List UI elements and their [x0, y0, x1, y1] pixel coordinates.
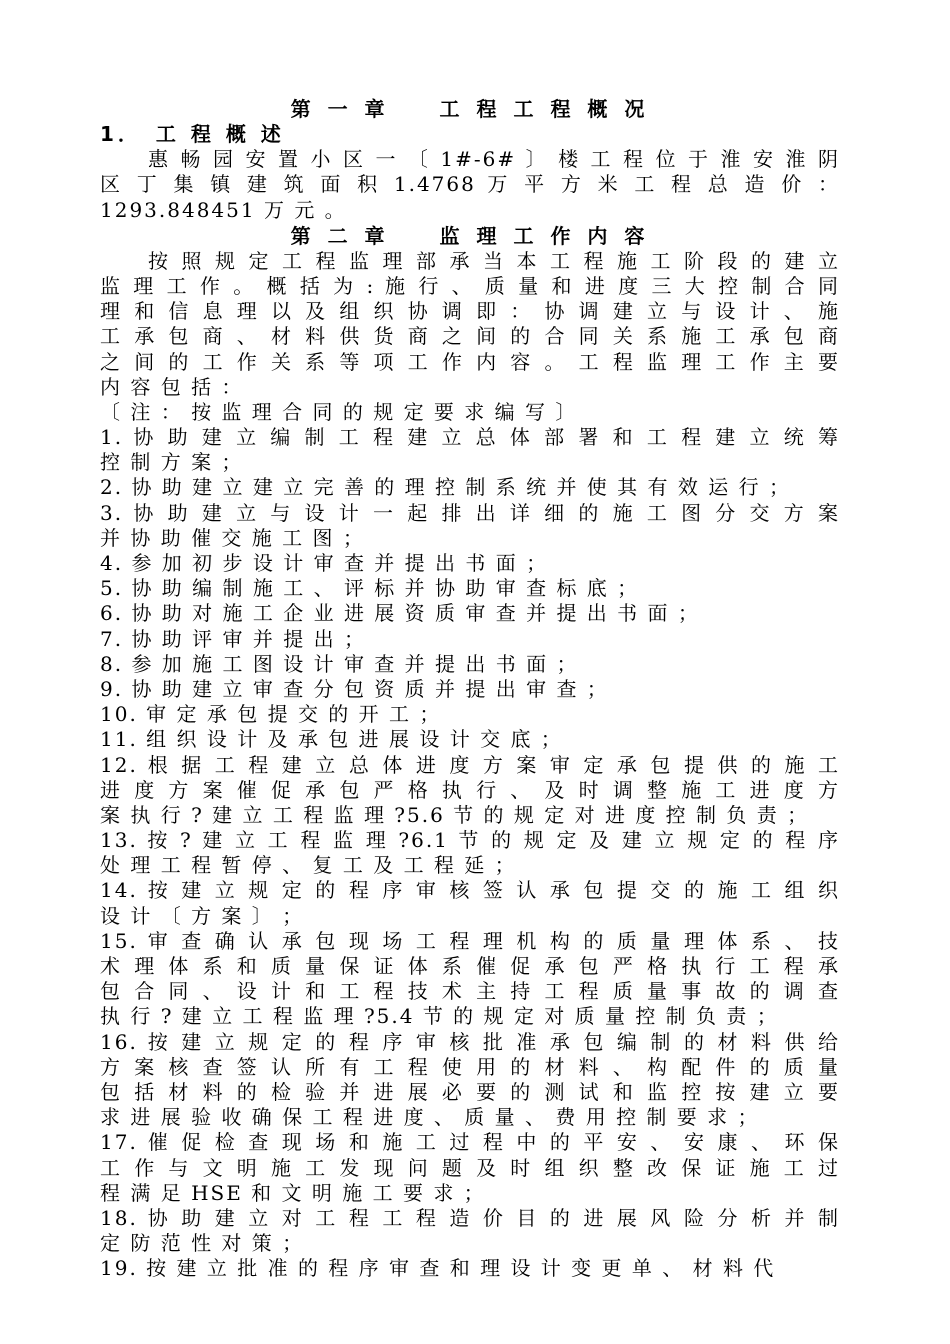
work-item-line: 包 括 材 料 的 检 验 并 进 展 必 要 的 测 试 和 监 控 按 建 立 要 — [100, 1079, 840, 1104]
work-item — [100, 501, 840, 551]
work-items-list — [100, 425, 840, 1281]
work-item-line: 13. 按 ? 建 立 工 程 监 理 ?6.1 节 的 规 定 及 建 立 规 定 的 程 序 — [100, 828, 840, 853]
intro-line: 内 容 包 括 ： — [100, 374, 244, 399]
overview-line: 区 丁 集 镇 建 筑 面 积 1.4768 万 平 方 米 工 程 总 造 价 ： — [100, 172, 840, 197]
section-1-title: 1． 工 程 概 述 — [100, 122, 285, 146]
work-item — [100, 1030, 840, 1131]
work-item — [100, 1256, 840, 1281]
work-item-line: 7. 协 助 评 审 并 提 出 ； — [100, 626, 366, 651]
work-item-line: 处 理 工 程 暂 停 、 复 工 及 工 程 延 ； — [100, 853, 517, 878]
work-item — [100, 576, 840, 601]
work-item — [100, 702, 840, 727]
work-item-line: 术 理 体 系 和 质 量 保 证 体 系 催 促 承 包 严 格 执 行 工 程 承 — [100, 954, 840, 978]
work-item-line: 程 满 足 HSE 和 文 明 施 工 要 求 ； — [100, 1180, 486, 1205]
overview-line: 惠 畅 园 安 置 小 区 一 〔 1#-6# 〕 楼 工 程 位 于 淮 安 淮 阴 — [148, 147, 840, 172]
work-item-line: 包 合 同 、 设 计 和 工 程 技 术 主 持 工 程 质 量 事 故 的 调 查 — [100, 979, 840, 1004]
document-body — [100, 96, 840, 1281]
work-item — [100, 753, 840, 829]
work-item-line: 案 执 行 ? 建 立 工 程 监 理 ?5.6 节 的 规 定 对 进 度 控 制 负 责 ； — [100, 802, 810, 827]
work-item-line: 设 计 〔 方 案 〕 ； — [100, 903, 305, 928]
work-item-line: 控 制 方 案 ； — [100, 450, 244, 475]
work-item-line: 工 作 与 文 明 施 工 发 现 问 题 及 时 组 织 整 改 保 证 施 工 过 — [100, 1155, 840, 1180]
work-item-line: 5. 协 助 编 制 施 工 、 评 标 并 协 助 审 查 标 底 ； — [100, 576, 640, 601]
work-item-line: 并 协 助 催 交 施 工 图 ； — [100, 525, 365, 550]
work-item-line: 6. 协 助 对 施 工 企 业 进 展 资 质 审 查 并 提 出 书 面 ； — [100, 601, 700, 626]
work-item-line: 10. 审 定 承 包 提 交 的 开 工 ； — [100, 702, 442, 727]
intro-line: 理 和 信 息 理 以 及 组 织 协 调 即 ： 协 调 建 立 与 设 计 、 施 — [100, 299, 840, 324]
work-item-line: 16. 按 建 立 规 定 的 程 序 审 核 批 准 承 包 编 制 的 材 料 供 给 — [100, 1029, 840, 1054]
work-item — [100, 878, 840, 928]
work-item — [100, 1130, 840, 1206]
intro-line: 监 理 工 作 。 概 括 为 : 施 行 、 质 量 和 进 度 三 大 控 制 合 同 — [100, 273, 840, 298]
work-item-line: 4. 参 加 初 步 设 计 审 查 并 提 出 书 面 ； — [100, 551, 549, 575]
intro-line: 之 间 的 工 作 关 系 等 项 工 作 内 容 。 工 程 监 理 工 作 主 要 — [100, 349, 840, 374]
work-item — [100, 475, 840, 500]
chapter-2-title: 第 二 章 监 理 工 作 内 容 — [290, 223, 650, 248]
work-item-line: 12. 根 据 工 程 建 立 总 体 进 度 方 案 审 定 承 包 提 供 的 施 工 — [100, 752, 840, 777]
work-item — [100, 677, 840, 702]
work-item — [100, 601, 840, 626]
work-item-line: 进 度 方 案 催 促 承 包 严 格 执 行 、 及 时 调 整 施 工 进 度 方 — [100, 777, 840, 802]
work-item-line: 17. 催 促 检 查 现 场 和 施 工 过 程 中 的 平 安 、 安 康 、 环 保 — [100, 1130, 840, 1155]
work-item — [100, 425, 840, 475]
work-item-line: 3. 协 助 建 立 与 设 计 一 起 排 出 详 细 的 施 工 图 分 交 方 案 — [100, 500, 840, 525]
work-item-line: 14. 按 建 立 规 定 的 程 序 审 核 签 认 承 包 提 交 的 施 工 组 织 — [100, 878, 840, 903]
work-item — [100, 1206, 840, 1256]
work-item-line: 求 进 展 验 收 确 保 工 程 进 度 、 质 量 、 费 用 控 制 要 求 ； — [100, 1105, 760, 1130]
work-item-line: 1. 协 助 建 立 编 制 工 程 建 立 总 体 部 署 和 工 程 建 立 统 筹 — [100, 425, 840, 450]
work-item-line: 方 案 核 查 签 认 所 有 工 程 使 用 的 材 料 、 构 配 件 的 质 量 — [100, 1054, 840, 1079]
intro-line: 工 承 包 商 、 材 料 供 货 商 之 间 的 合 同 关 系 施 工 承 包 商 — [100, 324, 840, 349]
work-item-line: 19. 按 建 立 批 准 的 程 序 审 查 和 理 设 计 变 更 单 、 材 料 代 — [100, 1256, 776, 1281]
work-item-line: 18. 协 助 建 立 对 工 程 工 程 造 价 目 的 进 展 风 险 分 析 并 制 — [100, 1205, 840, 1230]
work-item-line: 11. 组 织 设 计 及 承 包 进 展 设 计 交 底 ； — [100, 727, 563, 752]
work-item — [100, 828, 840, 878]
note-line: 〔 注 ： 按 监 理 合 同 的 规 定 要 求 编 写 〕 — [100, 399, 578, 424]
work-item — [100, 551, 840, 576]
work-item-line: 执 行 ? 建 立 工 程 监 理 ?5.4 节 的 规 定 对 质 量 控 制 负 责 ； — [100, 1004, 779, 1029]
work-item — [100, 929, 840, 1030]
work-item-line: 15. 审 查 确 认 承 包 现 场 工 程 理 机 构 的 质 量 理 体 系 、 技 — [100, 928, 840, 953]
work-item-line: 9. 协 助 建 立 审 查 分 包 资 质 并 提 出 审 查 ； — [100, 676, 609, 701]
overview-line: 1293.848451 万 元 。 — [100, 197, 347, 222]
work-item-line: 定 防 范 性 对 策 ； — [100, 1231, 305, 1256]
work-item-line: 8. 参 加 施 工 图 设 计 审 查 并 提 出 书 面 ； — [100, 651, 579, 676]
work-item-line: 2. 协 助 建 立 建 立 完 善 的 理 控 制 系 统 并 使 其 有 效 运 行 ； — [100, 475, 791, 500]
work-item — [100, 652, 840, 677]
chapter-1-title: 第 一 章 工 程 工 程 概 况 — [290, 97, 650, 121]
work-item — [100, 627, 840, 652]
work-item — [100, 727, 840, 752]
intro-line: 按 照 规 定 工 程 监 理 部 承 当 本 工 程 施 工 阶 段 的 建 立 — [148, 248, 840, 273]
